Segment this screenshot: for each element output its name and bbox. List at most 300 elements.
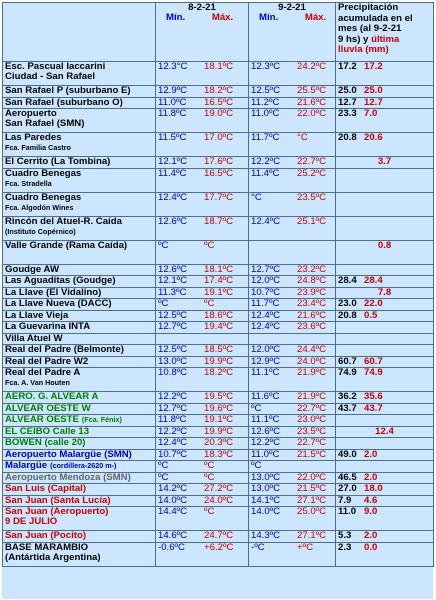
- station-name-cell: [3, 356, 156, 368]
- max-temp-day1: 16.5ºC: [204, 97, 234, 108]
- station-name-cell: [3, 507, 156, 531]
- precip-last-rain: 7.8: [377, 287, 392, 298]
- temp-cell-day2: [249, 216, 336, 240]
- precip-cell: [336, 531, 434, 543]
- station-subtitle: Fca. Familia Castro: [5, 143, 71, 153]
- station-name-cell: [3, 133, 156, 157]
- temp-cell-day2: [249, 97, 336, 109]
- station-name: AERO. G. ALVEAR A: [5, 391, 99, 402]
- station-name: San Juan (Pocito): [5, 530, 87, 541]
- temp-cell-day1: [156, 62, 249, 86]
- max-temp-day1: 19.9ºC: [204, 356, 234, 367]
- table-row: [3, 276, 434, 288]
- temp-cell-day2: [249, 276, 336, 288]
- min-temp-day1: 12.5ºC: [158, 344, 188, 355]
- temp-cell-day1: [156, 240, 249, 264]
- precip-cell: [336, 192, 434, 216]
- station-subtitle: Fca. A. Van Houten: [5, 378, 70, 388]
- temp-cell-day1: [156, 356, 249, 368]
- station-name-cell: [3, 333, 156, 345]
- min-temp-day1: 12.2ºC: [158, 391, 188, 402]
- temp-cell-day2: [249, 240, 336, 264]
- max-temp-day2: 23.0ºC: [297, 414, 327, 425]
- precip-accumulated: 5.3: [338, 530, 352, 541]
- max-temp-day2: 22.0ºC: [297, 108, 327, 119]
- max-temp-day2: 25.2ºC: [297, 168, 327, 179]
- table-row: [3, 426, 434, 438]
- max-temp-day2: 21.6ºC: [297, 310, 327, 321]
- min-temp-day1: 11.8ºC: [158, 108, 187, 119]
- precip-cell: [336, 157, 434, 169]
- precip-cell: [336, 507, 434, 531]
- station-name-cell: [3, 403, 156, 415]
- station-name: Malargüe: [5, 460, 48, 471]
- max-temp-day2: 21.9ºC: [297, 367, 327, 378]
- min-temp-day1: ºC: [158, 298, 169, 309]
- temp-cell-day1: [156, 97, 249, 109]
- max-temp-day1: 24.7ºC: [204, 530, 234, 541]
- max-temp-day2: 23.4ºC: [297, 298, 327, 309]
- max-temp-day1: 18.3ºC: [204, 449, 234, 460]
- max-temp-day1: 24.0ºC: [204, 495, 234, 506]
- max-temp-day2: 24.4ºC: [297, 344, 327, 355]
- precip-last-rain: 2.0: [364, 472, 378, 483]
- table-row: [3, 333, 434, 345]
- precip-last-rain: 43.7: [364, 403, 383, 414]
- max-temp-day1: 17.4ºC: [204, 275, 234, 286]
- max-temp-day2: 27.1ºC: [297, 495, 327, 506]
- precip-cell: [336, 333, 434, 345]
- temp-cell-day1: [156, 322, 249, 334]
- precip-cell: [336, 461, 434, 473]
- precip-cell: [336, 438, 434, 450]
- temp-cell-day2: [249, 356, 336, 368]
- temp-cell-day2: [249, 403, 336, 415]
- max-temp-day1: 19.1ºC: [204, 414, 234, 425]
- max-temp-day1: 18.1ºC: [204, 264, 234, 275]
- temp-cell-day1: [156, 86, 249, 98]
- max-temp-day1: 18.7ºC: [204, 216, 234, 227]
- precip-cell: [336, 109, 434, 133]
- precip-accumulated: 43.7: [338, 403, 357, 414]
- table-row: [3, 310, 434, 322]
- min-temp-day1: 12.4ºC: [158, 437, 188, 448]
- header-precip-line-4b: última: [371, 33, 400, 45]
- station-name: Aeropuerto Mendoza (SMN): [5, 472, 131, 483]
- min-temp-day2: -ºC: [251, 542, 265, 553]
- precip-cell: [336, 403, 434, 415]
- min-temp-day1: 12.7ºC: [158, 321, 188, 332]
- precip-last-rain: 7.0: [364, 108, 378, 119]
- table-row: [3, 507, 434, 531]
- temp-cell-day1: [156, 449, 249, 461]
- precip-cell: [336, 426, 434, 438]
- header-station-cell: [3, 3, 156, 62]
- station-name-cell: [3, 86, 156, 98]
- precip-accumulated: 7.9: [338, 495, 352, 506]
- station-name-cell: [3, 62, 156, 86]
- weather-report-table-container: [2, 2, 433, 599]
- precip-last-rain: 0.0: [364, 542, 378, 553]
- max-temp-day1: +6.2ºC: [204, 542, 234, 553]
- min-temp-day1: 10.7ºC: [158, 449, 188, 460]
- station-name: San Rafael P (suburbano E): [5, 85, 131, 96]
- min-temp-day2: 12.9ºC: [251, 356, 281, 367]
- station-name: San Luis (Capital): [5, 483, 87, 494]
- station-name-line-2: Ciudad - San Rafael: [5, 71, 96, 83]
- temp-cell-day1: [156, 345, 249, 357]
- table-row: [3, 531, 434, 543]
- max-temp-day2: 25.5ºC: [297, 85, 327, 96]
- temp-cell-day2: [249, 461, 336, 473]
- max-temp-day2: 22.7ºC: [297, 437, 327, 448]
- table-row: [3, 287, 434, 299]
- min-temp-day1: 11.3ºC: [158, 287, 187, 298]
- table-row: [3, 168, 434, 192]
- temp-cell-day1: [156, 310, 249, 322]
- station-name: Real del Padre A: [5, 367, 81, 378]
- table-row: [3, 133, 434, 157]
- station-name: Las Paredes: [5, 132, 62, 143]
- station-name-cell: [3, 531, 156, 543]
- max-temp-day1: 19.4ºC: [204, 321, 234, 332]
- table-row: [3, 62, 434, 86]
- min-temp-day2: 12.6ºC: [251, 426, 281, 437]
- table-row: [3, 542, 434, 566]
- precip-last-rain: 18.0: [364, 483, 383, 494]
- min-temp-day1: ºC: [158, 240, 169, 251]
- table-row: [3, 109, 434, 133]
- precip-accumulated: 20.8: [338, 132, 357, 143]
- temp-cell-day2: [249, 392, 336, 404]
- min-temp-day1: 14.2ºC: [158, 483, 188, 494]
- temp-cell-day2: [249, 310, 336, 322]
- precip-cell: [336, 168, 434, 192]
- precip-last-rain: 0.5: [364, 310, 378, 321]
- station-name-cell: [3, 345, 156, 357]
- temp-cell-day1: [156, 531, 249, 543]
- station-name-cell: [3, 438, 156, 450]
- min-temp-day2: 12.5ºC: [251, 85, 281, 96]
- max-temp-day1: ºC: [204, 472, 215, 483]
- precip-cell: [336, 495, 434, 507]
- precip-cell: [336, 542, 434, 566]
- max-temp-day1: 18.1ºC: [204, 61, 234, 72]
- table-row: [3, 403, 434, 415]
- min-temp-day2: 10.7ºC: [251, 287, 281, 298]
- max-temp-day2: 23.2ºC: [297, 264, 327, 275]
- temp-cell-day1: [156, 109, 249, 133]
- precip-cell: [336, 345, 434, 357]
- temp-cell-day1: [156, 133, 249, 157]
- precip-accumulated: 25.0: [338, 85, 357, 96]
- table-row: [3, 438, 434, 450]
- table-row: [3, 192, 434, 216]
- station-name-cell: [3, 310, 156, 322]
- precip-last-rain: 2.0: [364, 449, 378, 460]
- precip-cell: [336, 415, 434, 427]
- header-precip-line-5: lluvia (mm): [338, 44, 389, 56]
- min-temp-day2: 12.2ºC: [251, 437, 281, 448]
- temp-cell-day1: [156, 507, 249, 531]
- precip-last-rain: 4.6: [364, 495, 378, 506]
- min-temp-day1: 12.3°C: [158, 61, 188, 72]
- station-name: La Llave Vieja: [5, 310, 69, 321]
- max-temp-day2: 21.9ºC: [297, 391, 327, 402]
- precip-accumulated: 74.9: [338, 367, 357, 378]
- precip-last-rain: 25.0: [364, 85, 383, 96]
- min-temp-day2: 11.6ºC: [251, 391, 280, 402]
- max-temp-day2: 23.9ºC: [297, 287, 327, 298]
- temp-cell-day2: [249, 449, 336, 461]
- table-row: [3, 495, 434, 507]
- min-temp-day1: 11.0ºC: [158, 97, 187, 108]
- precip-cell: [336, 299, 434, 311]
- min-temp-day2: 11.7ºC: [251, 132, 280, 143]
- min-temp-day1: 12.5ºC: [158, 310, 188, 321]
- max-temp-day2: 21.5ºC: [297, 483, 327, 494]
- min-temp-day1: ºC: [158, 460, 169, 471]
- min-temp-day2: 14.0ºC: [251, 506, 281, 517]
- station-name-cell: [3, 109, 156, 133]
- precip-last-rain: 3.7: [377, 156, 392, 167]
- min-temp-day1: 14.4ºC: [158, 506, 188, 517]
- min-temp-day2: 11.2ºC: [251, 97, 280, 108]
- station-name: Aeropuerto: [5, 108, 57, 119]
- max-temp-day2: 23.5ºC: [297, 192, 327, 203]
- station-name-cell: [3, 240, 156, 264]
- header-max-label-1: Máx.: [211, 12, 234, 24]
- min-temp-day2: 11.7ºC: [251, 298, 280, 309]
- min-temp-day1: 12.9ºC: [158, 85, 188, 96]
- station-name-cell: [3, 426, 156, 438]
- min-temp-day2: °C: [251, 192, 262, 203]
- station-name-cell: [3, 168, 156, 192]
- temp-cell-day2: [249, 531, 336, 543]
- max-temp-day2: 27.1ºC: [297, 530, 327, 541]
- max-temp-day2: 23.5ºC: [297, 426, 327, 437]
- min-temp-day2: 11.0ºC: [251, 449, 280, 460]
- temp-cell-day2: [249, 86, 336, 98]
- max-temp-day2: °C: [297, 132, 308, 143]
- max-temp-day1: 18.6ºC: [204, 310, 234, 321]
- station-name: BASE MARAMBIO: [5, 542, 89, 553]
- station-name-cell: [3, 461, 156, 473]
- min-temp-day1: 12.1ºC: [158, 275, 188, 286]
- precip-accumulated: 49.0: [338, 449, 357, 460]
- station-name: Goudge AW: [5, 264, 60, 275]
- station-name: Valle Grande (Rama Caída): [5, 240, 128, 251]
- temp-cell-day2: [249, 287, 336, 299]
- precip-cell: [336, 449, 434, 461]
- station-name-cell: [3, 157, 156, 169]
- table-row: [3, 392, 434, 404]
- station-name-cell: [3, 449, 156, 461]
- temp-cell-day1: [156, 392, 249, 404]
- temp-cell-day2: [249, 495, 336, 507]
- temp-cell-day2: [249, 109, 336, 133]
- temp-cell-day2: [249, 438, 336, 450]
- station-name-cell: [3, 276, 156, 288]
- min-temp-day1: 13.0ºC: [158, 356, 188, 367]
- header-day1-cell: [156, 3, 249, 62]
- station-name: Aeropuerto Malargüe (SMN): [5, 449, 132, 460]
- precip-last-rain: 2.0: [364, 530, 378, 541]
- precip-cell: [336, 97, 434, 109]
- station-name: San Juan (Aeropuerto): [5, 506, 109, 517]
- temp-cell-day2: [249, 168, 336, 192]
- precip-accumulated: 17.2: [338, 61, 357, 72]
- table-row: [3, 97, 434, 109]
- temp-cell-day1: [156, 192, 249, 216]
- min-temp-day1: 12.6ºC: [158, 216, 188, 227]
- temp-cell-day2: [249, 345, 336, 357]
- station-name: La Llave (El Vidalino): [5, 287, 102, 298]
- min-temp-day2: 12.4ºC: [251, 321, 281, 332]
- precip-accumulated: 23.0: [338, 298, 357, 309]
- max-temp-day2: 21.5ºC: [297, 449, 327, 460]
- precip-last-rain: 28.4: [364, 275, 383, 286]
- header-precip-line-1: Precipitación: [338, 2, 399, 13]
- precip-accumulated: 36.2: [338, 391, 357, 402]
- min-temp-day1: -0.6ºC: [158, 542, 185, 553]
- temp-cell-day1: [156, 542, 249, 566]
- header-date-1: 8-2-21: [188, 2, 216, 13]
- min-temp-day1: 14.0ºC: [158, 495, 188, 506]
- station-name: EL CEIBO Calle 13: [5, 426, 90, 437]
- table-row: [3, 368, 434, 392]
- temp-cell-day2: [249, 192, 336, 216]
- min-temp-day2: 12.3ºC: [251, 61, 281, 72]
- station-name-cell: [3, 97, 156, 109]
- max-temp-day2: +ºC: [297, 542, 314, 553]
- temp-cell-day1: [156, 438, 249, 450]
- station-name: Cuadro Benegas: [5, 168, 82, 179]
- table-row: [3, 157, 434, 169]
- max-temp-day1: 17.7ºC: [204, 192, 234, 203]
- table-row: [3, 86, 434, 98]
- temp-cell-day1: [156, 415, 249, 427]
- station-name: BOWEN (calle 20): [5, 437, 86, 448]
- temp-cell-day1: [156, 403, 249, 415]
- min-temp-day2: 13.0ºC: [251, 483, 281, 494]
- station-name: Rincón del Atuel-R. Caída: [5, 216, 122, 227]
- precip-cell: [336, 472, 434, 484]
- max-temp-day1: 19.1ºC: [204, 287, 234, 298]
- temp-cell-day2: [249, 62, 336, 86]
- station-name-line-2: 9 DE JULIO: [5, 516, 58, 528]
- min-temp-day2: 11.1ºC: [251, 367, 280, 378]
- station-name: ALVEAR OESTE: [5, 414, 79, 425]
- max-temp-day1: 18.5ºC: [204, 344, 234, 355]
- precip-cell: [336, 287, 434, 299]
- precip-accumulated: 46.5: [338, 472, 357, 483]
- temp-cell-day1: [156, 216, 249, 240]
- precip-cell: [336, 240, 434, 264]
- min-temp-day2: 12.4ºC: [251, 216, 281, 227]
- precip-cell: [336, 264, 434, 276]
- max-temp-day1: ºC: [204, 240, 215, 251]
- max-temp-day1: 19.5ºC: [204, 391, 234, 402]
- table-row: [3, 299, 434, 311]
- precip-cell: [336, 216, 434, 240]
- table-row: [3, 345, 434, 357]
- precip-accumulated: 11.0: [338, 506, 357, 517]
- temp-cell-day2: [249, 415, 336, 427]
- table-row: [3, 415, 434, 427]
- header-min-label-1: Mín.: [166, 12, 186, 24]
- temp-cell-day1: [156, 287, 249, 299]
- table-row: [3, 449, 434, 461]
- min-temp-day1: ºC: [158, 472, 169, 483]
- min-temp-day1: 11.8ºC: [158, 414, 187, 425]
- max-temp-day1: 17.0ºC: [204, 132, 234, 143]
- precip-last-rain: 17.2: [364, 61, 383, 72]
- max-temp-day1: ºC: [204, 460, 215, 471]
- max-temp-day1: 27.2ºC: [204, 483, 234, 494]
- station-name-cell: [3, 472, 156, 484]
- min-temp-day1: 12.1ºC: [158, 156, 188, 167]
- min-temp-day2: 12.4ºC: [251, 310, 281, 321]
- station-subtitle: (Fca. Fénix): [81, 415, 122, 424]
- max-temp-day1: ºC: [204, 506, 215, 517]
- precip-last-rain: 20.6: [364, 132, 383, 143]
- precip-cell: [336, 86, 434, 98]
- precip-accumulated: 27.0: [338, 483, 357, 494]
- precip-last-rain: 9.0: [364, 506, 378, 517]
- temp-cell-day2: [249, 264, 336, 276]
- temp-cell-day2: [249, 426, 336, 438]
- max-temp-day2: 24.0ºC: [297, 356, 327, 367]
- min-temp-day1: 12.6ºC: [158, 264, 188, 275]
- station-name: La Llave Nueva (DACC): [5, 298, 112, 309]
- station-subtitle: (cordillera-2620 m-): [50, 461, 117, 470]
- header-precip-line-3: mes (al 9-2-21: [338, 23, 402, 35]
- precip-cell: [336, 62, 434, 86]
- min-temp-day2: 13.0ºC: [251, 472, 281, 483]
- table-row: [3, 240, 434, 264]
- max-temp-day1: 19.6ºC: [204, 403, 234, 414]
- temp-cell-day2: [249, 472, 336, 484]
- min-temp-day2: ºC: [251, 460, 262, 471]
- station-name-cell: [3, 542, 156, 566]
- station-subtitle: Fca. Stradella: [5, 178, 52, 188]
- station-name-cell: [3, 299, 156, 311]
- header-max-label-2: Máx.: [304, 12, 327, 24]
- max-temp-day1: 20.3ºC: [204, 437, 234, 448]
- max-temp-day2: 23.6ºC: [297, 321, 327, 332]
- table-row: [3, 461, 434, 473]
- station-name: Cuadro Benegas: [5, 192, 82, 203]
- table-row: [3, 484, 434, 496]
- station-subtitle: (Instituto Copérnico): [5, 226, 76, 236]
- temp-cell-day2: [249, 299, 336, 311]
- min-temp-day2: 14.3ºC: [251, 530, 281, 541]
- station-name: Villa Atuel W: [5, 333, 63, 344]
- precip-accumulated: 2.3: [338, 542, 352, 553]
- max-temp-day2: 25.0ºC: [297, 506, 327, 517]
- precip-last-rain: 12.7: [364, 97, 383, 108]
- temp-cell-day1: [156, 368, 249, 392]
- precip-cell: [336, 310, 434, 322]
- min-temp-day2: 12.0ºC: [251, 344, 281, 355]
- precip-cell: [336, 368, 434, 392]
- precip-accumulated: 60.7: [338, 356, 357, 367]
- min-temp-day2: 11.0ºC: [251, 108, 280, 119]
- temp-cell-day1: [156, 333, 249, 345]
- temp-cell-day1: [156, 264, 249, 276]
- station-name: Esc. Pascual Iaccarini: [5, 61, 106, 72]
